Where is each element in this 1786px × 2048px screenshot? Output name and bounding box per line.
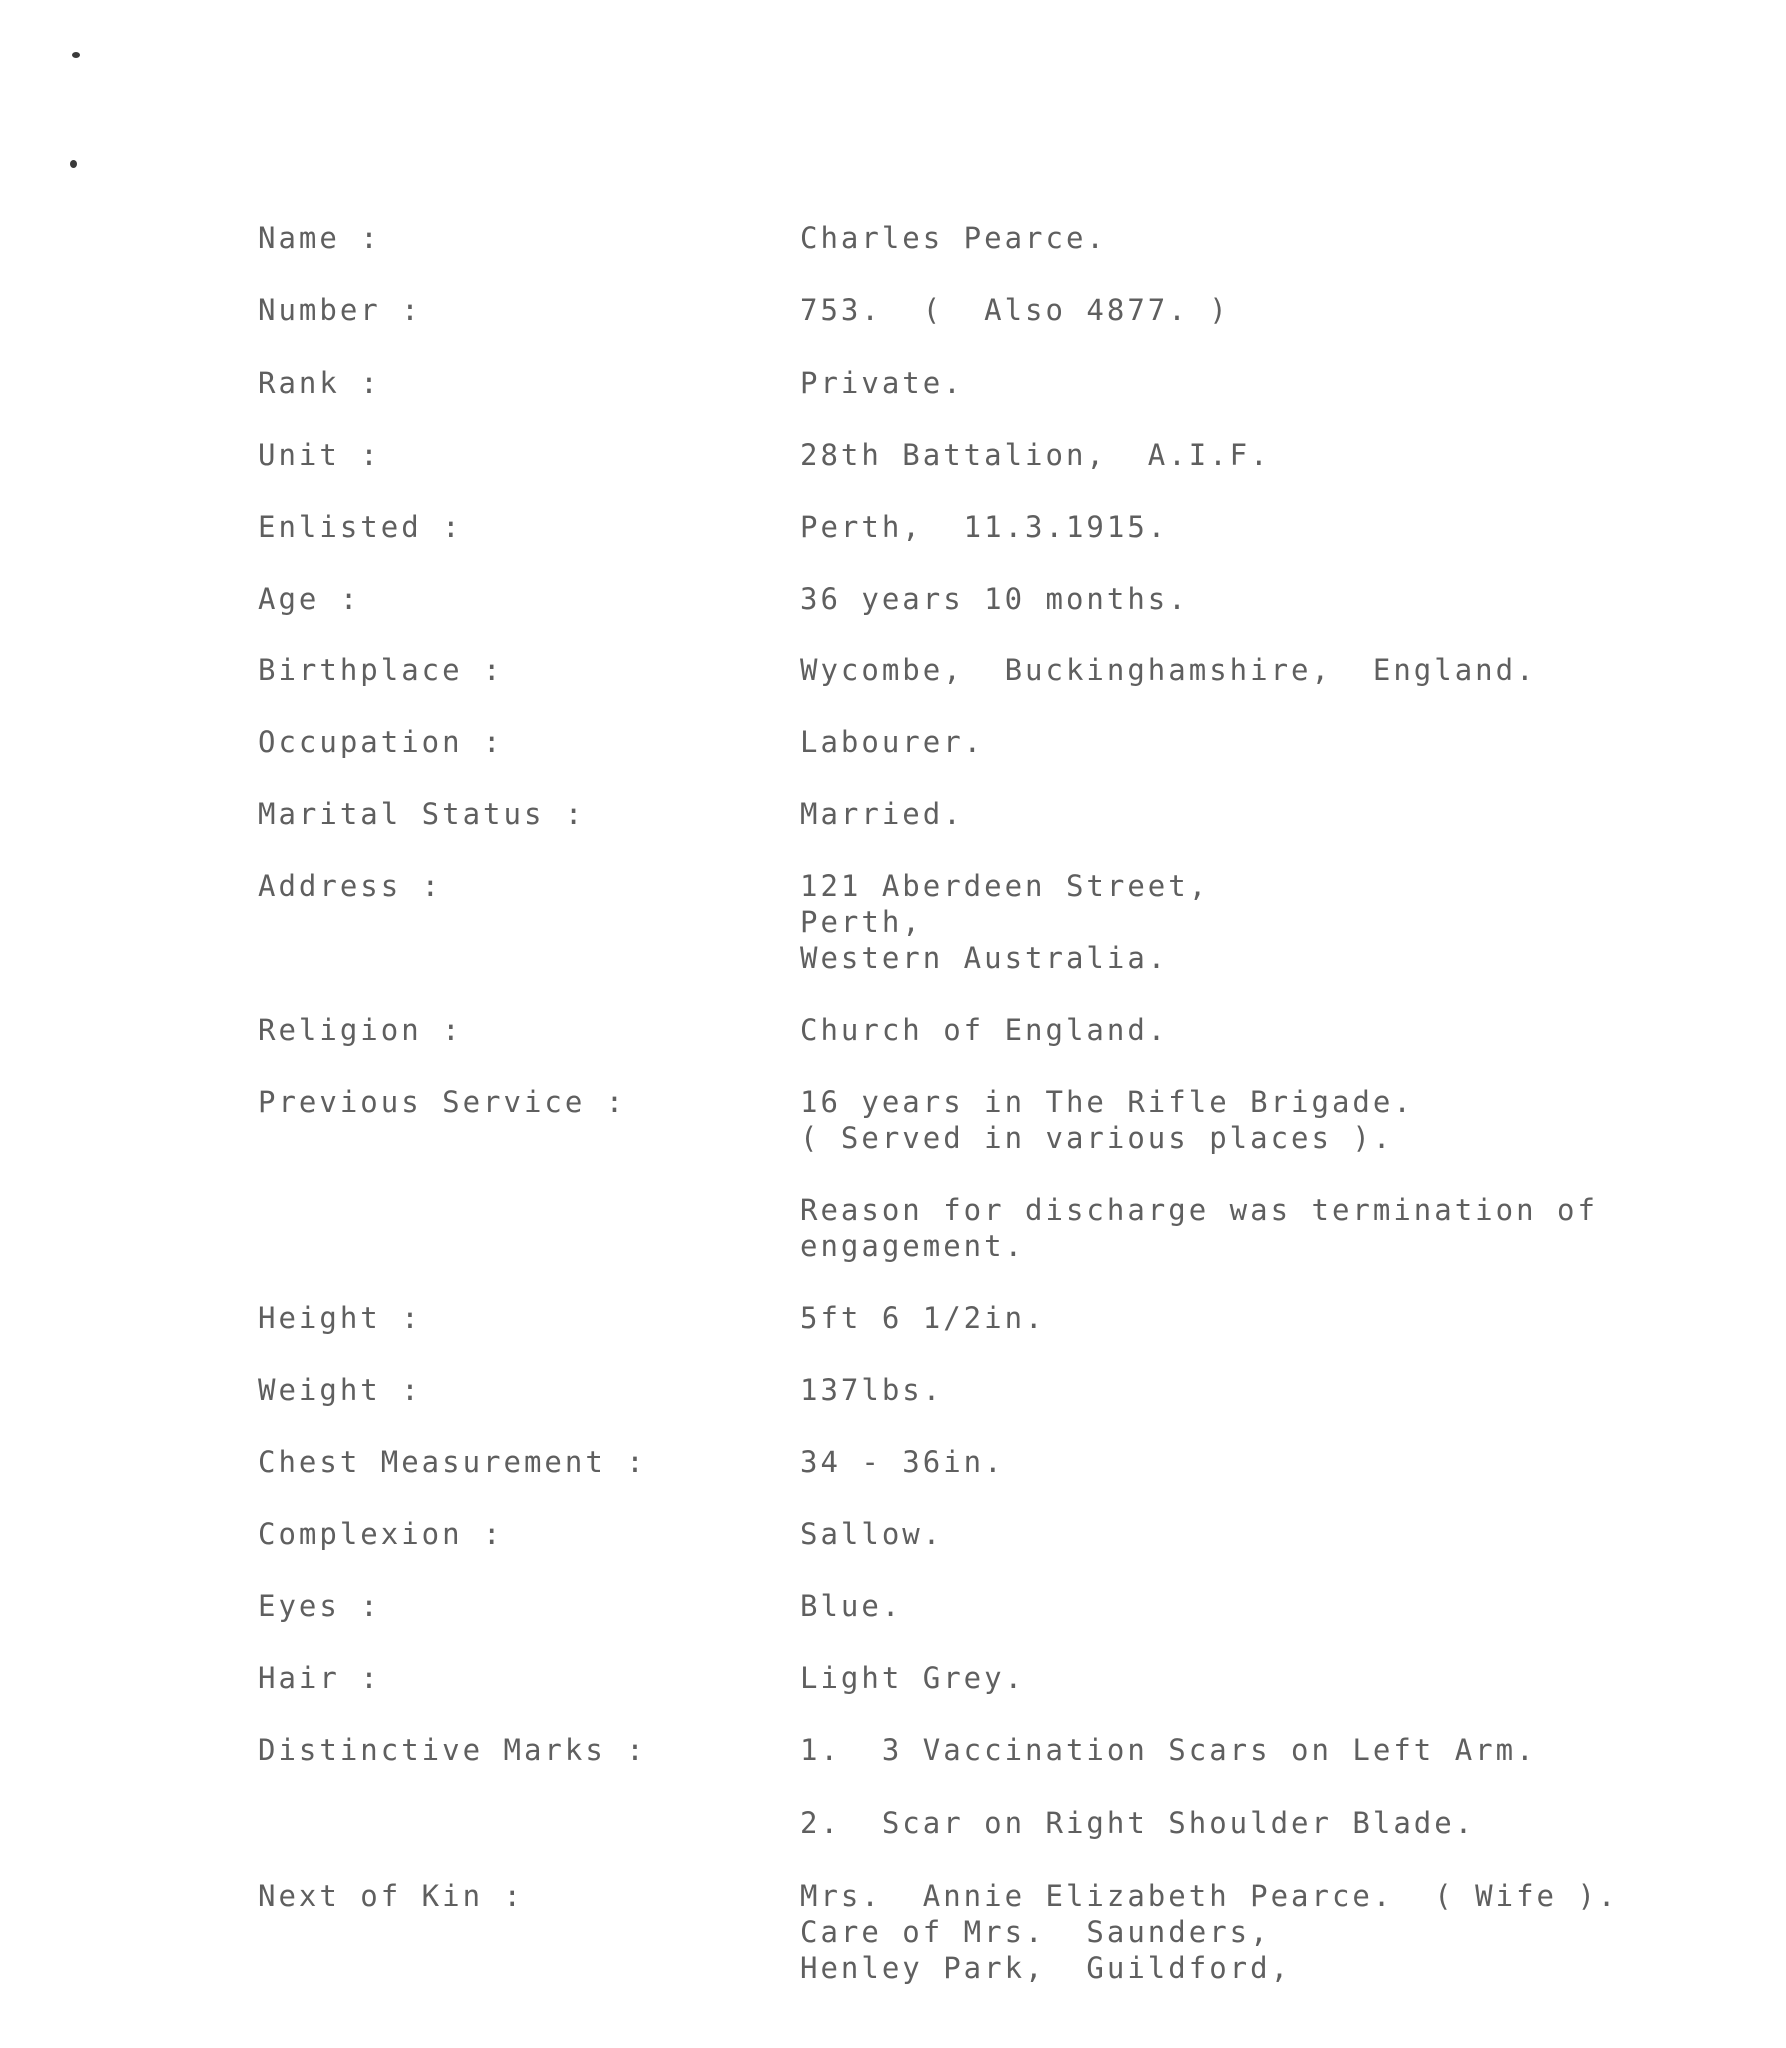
field-label: Occupation : xyxy=(258,725,504,759)
field-label: Rank : xyxy=(258,366,381,400)
field-value xyxy=(800,1516,943,1552)
field-value-line: Married. xyxy=(800,797,964,831)
field-value xyxy=(800,1372,943,1408)
field-value xyxy=(800,292,1230,328)
field-value xyxy=(800,1300,1046,1336)
field-value xyxy=(800,868,1209,976)
field-label: Chest Measurement : xyxy=(258,1445,647,1479)
field-value xyxy=(800,1660,1025,1696)
field-label: Distinctive Marks : xyxy=(258,1733,647,1767)
field-value-line: Wycombe, Buckinghamshire, England. xyxy=(800,653,1537,687)
field-label: Age : xyxy=(258,582,361,616)
field-value xyxy=(800,1192,1598,1264)
field-label: Eyes : xyxy=(258,1589,381,1623)
field-value xyxy=(800,1732,1537,1768)
field-value-line: 1. 3 Vaccination Scars on Left Arm. xyxy=(800,1733,1537,1767)
field-value xyxy=(800,220,1107,256)
field-value xyxy=(800,1084,1414,1156)
field-value xyxy=(800,509,1168,545)
field-label: Name : xyxy=(258,221,381,255)
punch-hole-mark-top xyxy=(72,52,80,58)
field-value-line: Light Grey. xyxy=(800,1661,1026,1695)
field-value-line: Western Australia. xyxy=(800,941,1169,975)
field-value-line: Perth, xyxy=(800,905,923,939)
field-value-line: 2. Scar on Right Shoulder Blade. xyxy=(800,1806,1476,1840)
field-value-line: 5ft 6 1/2in. xyxy=(800,1301,1046,1335)
field-value-line: Charles Pearce. xyxy=(800,221,1107,255)
field-value-line: 121 Aberdeen Street, xyxy=(800,869,1210,903)
field-value xyxy=(800,724,984,760)
field-label: Enlisted : xyxy=(258,510,463,544)
field-label: Address : xyxy=(258,869,443,903)
field-value-line: Care of Mrs. Saunders, xyxy=(800,1915,1271,1949)
field-value-line: Reason for discharge was termination of xyxy=(800,1193,1598,1227)
field-value-line: engagement. xyxy=(800,1229,1026,1263)
field-value-line: 34 - 36in. xyxy=(800,1445,1005,1479)
field-value-line: Mrs. Annie Elizabeth Pearce. ( Wife ). xyxy=(800,1879,1619,1913)
field-value-line: 137lbs. xyxy=(800,1373,944,1407)
field-label: Birthplace : xyxy=(258,653,504,687)
punch-hole-mark-bottom xyxy=(70,160,77,168)
field-value-line: 28th Battalion, A.I.F. xyxy=(800,438,1271,472)
field-value xyxy=(800,437,1271,473)
field-value xyxy=(800,365,964,401)
field-value xyxy=(800,1805,1475,1841)
field-label: Number : xyxy=(258,293,422,327)
field-value-line: ( Served in various places ). xyxy=(800,1121,1394,1155)
field-value-line: Perth, 11.3.1915. xyxy=(800,510,1169,544)
field-label: Weight : xyxy=(258,1373,422,1407)
field-value xyxy=(800,1444,1005,1480)
field-value xyxy=(800,1588,902,1624)
field-value-line: Church of England. xyxy=(800,1013,1169,1047)
field-value xyxy=(800,581,1189,617)
field-value-line: Sallow. xyxy=(800,1517,944,1551)
field-label: Next of Kin : xyxy=(258,1879,524,1913)
field-label: Religion : xyxy=(258,1013,463,1047)
field-value xyxy=(800,652,1537,688)
field-value-line: Henley Park, Guildford, xyxy=(800,1951,1292,1985)
field-label: Unit : xyxy=(258,438,381,472)
field-value-line: Private. xyxy=(800,366,964,400)
field-value-line: 36 years 10 months. xyxy=(800,582,1189,616)
field-label: Hair : xyxy=(258,1661,381,1695)
field-value-line: Blue. xyxy=(800,1589,903,1623)
field-value-line: 16 years in The Rifle Brigade. xyxy=(800,1085,1414,1119)
field-label: Complexion : xyxy=(258,1517,504,1551)
field-value xyxy=(800,796,964,832)
field-value xyxy=(800,1012,1168,1048)
field-value-line: Labourer. xyxy=(800,725,985,759)
field-value xyxy=(800,1878,1618,1986)
field-label: Height : xyxy=(258,1301,422,1335)
field-label: Previous Service : xyxy=(258,1085,627,1119)
field-value-line: 753. ( Also 4877. ) xyxy=(800,293,1230,327)
field-label: Marital Status : xyxy=(258,797,586,831)
